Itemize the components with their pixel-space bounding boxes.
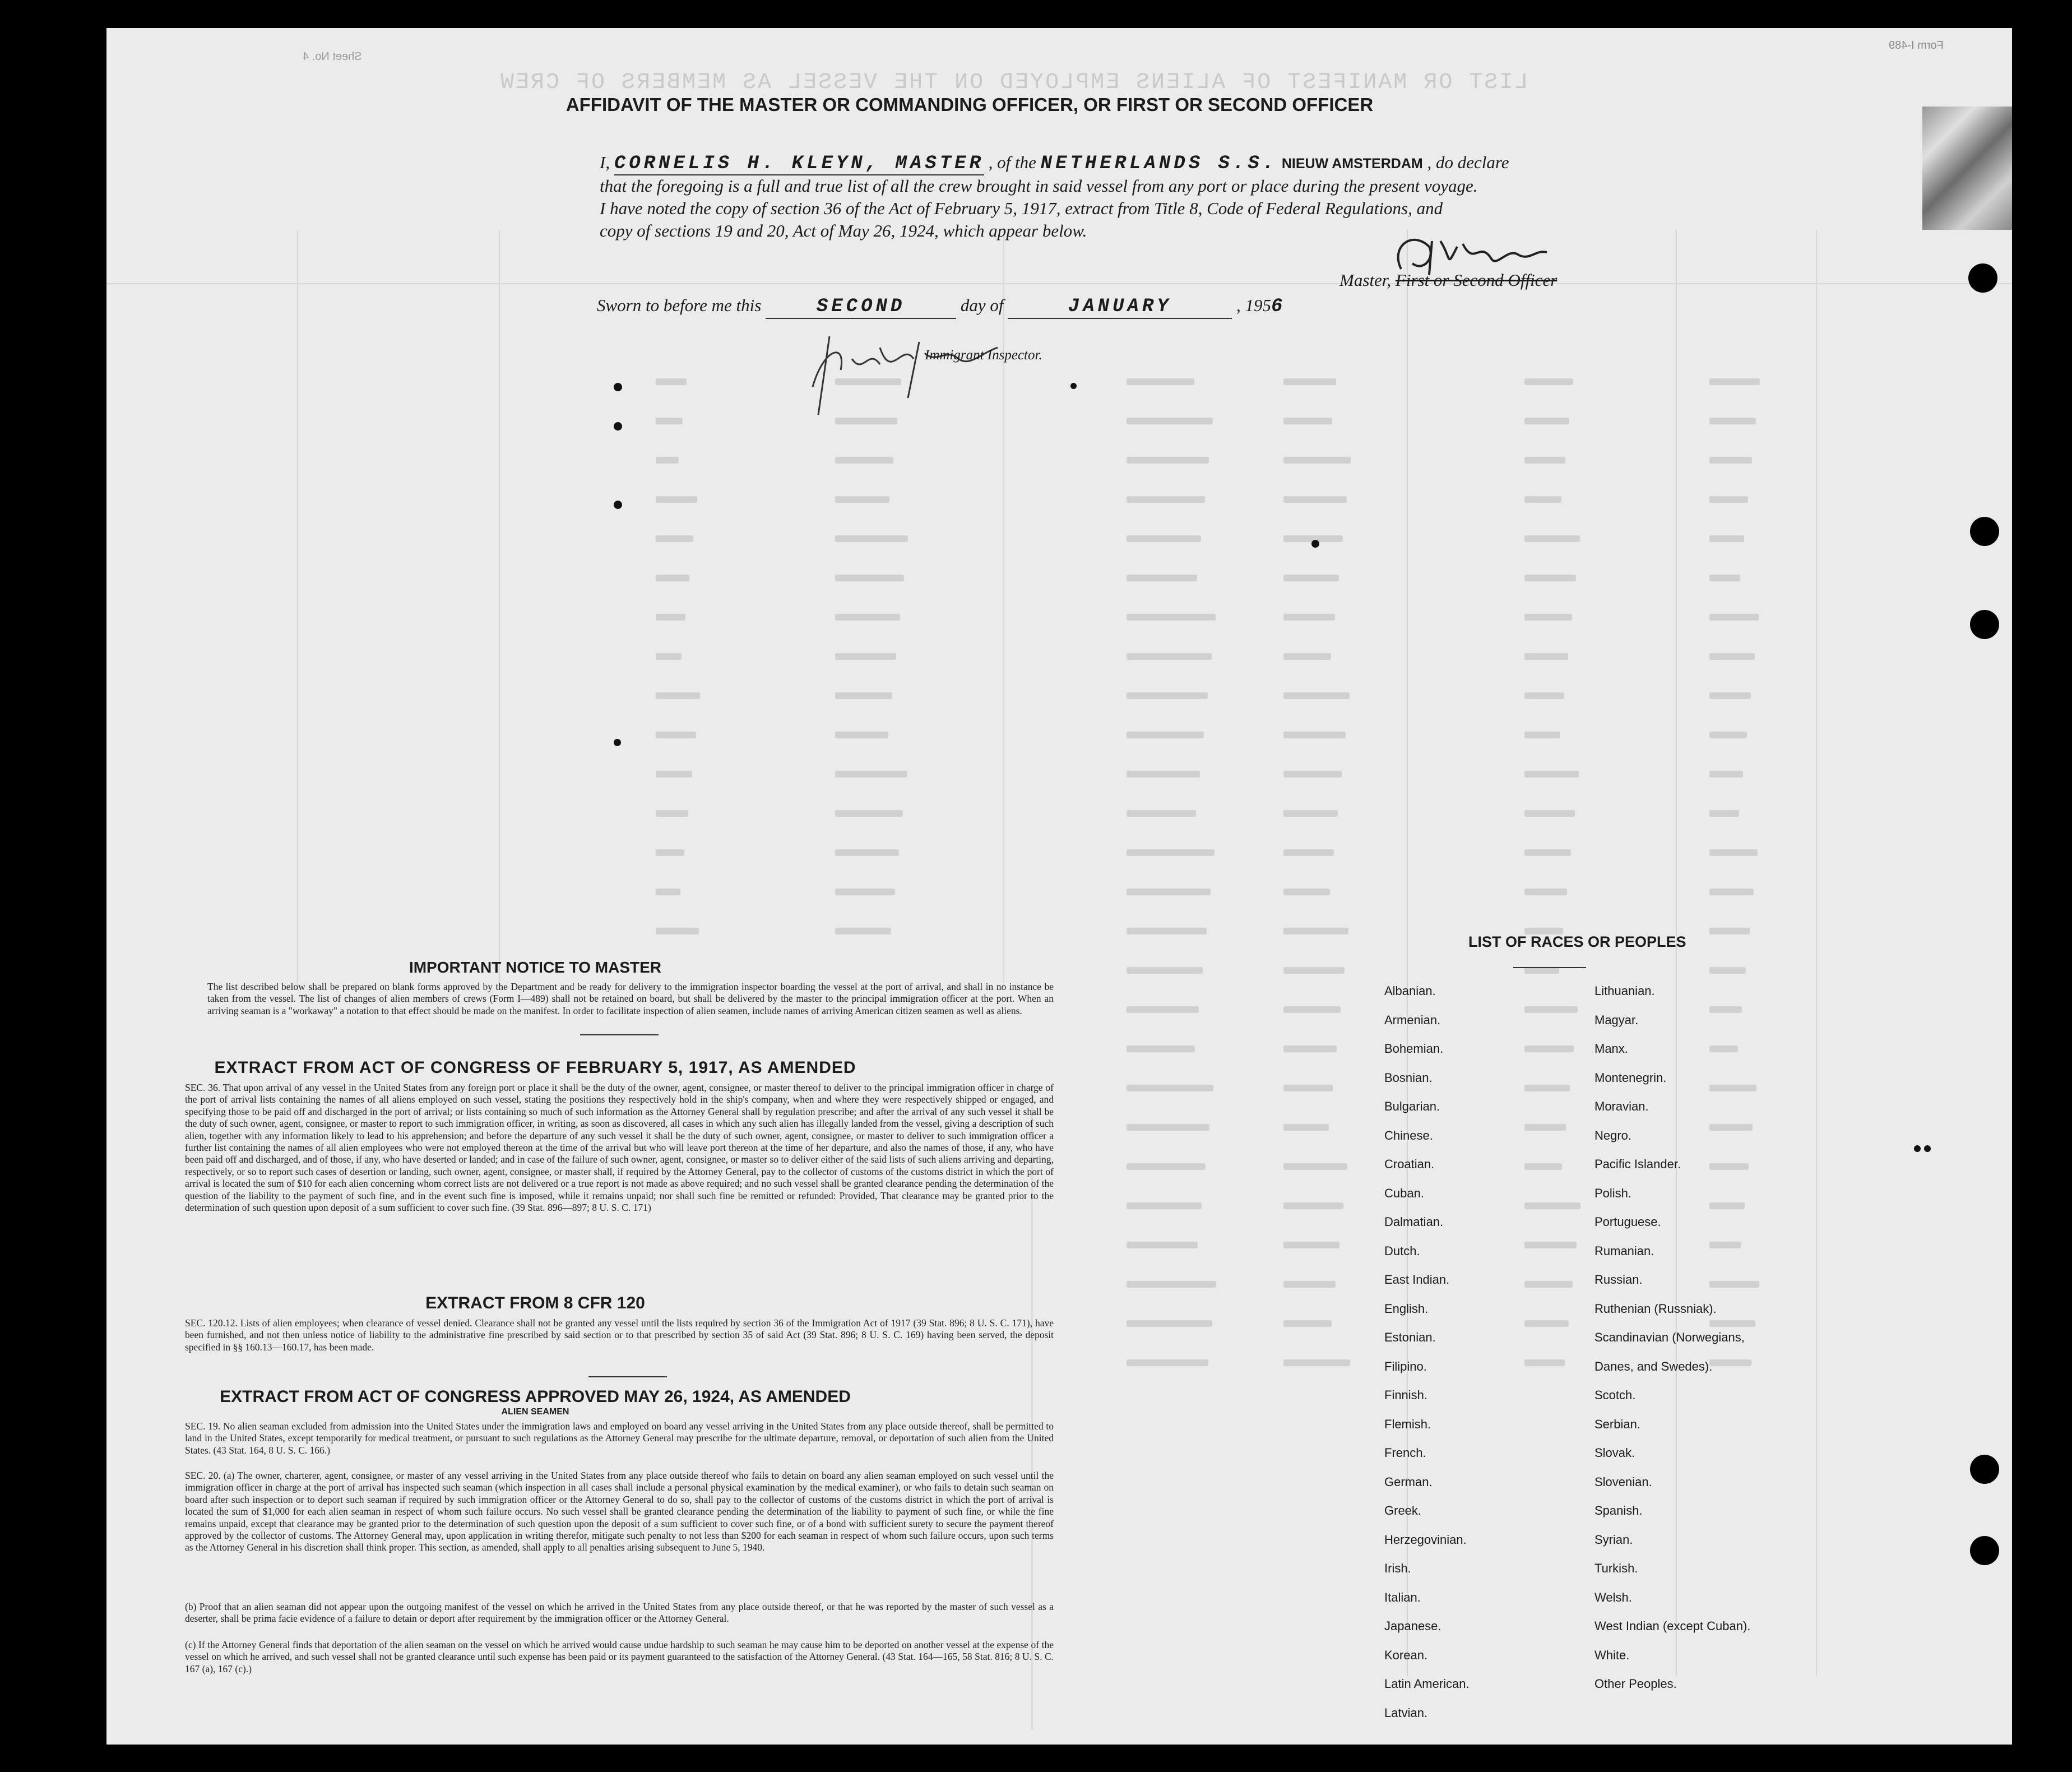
ghost-mark [1524,1085,1570,1091]
ghost-mark [656,653,682,660]
mirrored-form-title: LIST OR MANIFEST OF ALIENS EMPLOYED ON THE VESSEL AS MEMBERS OF CREW [499,70,1528,95]
race-item: Dutch. [1384,1243,1420,1258]
ghost-mark [1709,1163,1749,1170]
ghost-mark [1283,1320,1332,1327]
ghost-rule [1676,230,1677,1676]
race-item: Welsh. [1594,1590,1632,1604]
ghost-mark [1709,614,1759,621]
race-item: Portuguese. [1594,1215,1661,1229]
ink-dot [1914,1145,1921,1152]
ghost-mark [1524,810,1575,817]
ghost-mark [835,653,896,660]
ghost-mark [1127,1163,1206,1170]
ghost-mark [1709,967,1746,974]
ghost-mark [1709,849,1758,856]
race-item: Pacific Islander. [1594,1157,1681,1171]
extract-1924-sec19: SEC. 19. No alien seaman excluded from admission into the United States under the immigration laws and employed on board any vessel arriving in the United States from any place outside thereof, shall be permitted to land in the United States, except temporarily for medical treatment, or pursuant to such regulations as the Attorney General may prescribe for the ultimate departure, removal, or deportation of such alien from the United States. (43 Stat. 164, 8 U. S. C. 166.) [185,1421,1054,1456]
race-item: Latvian. [1384,1705,1428,1720]
ink-dot [614,739,621,746]
ghost-mark [1524,1202,1580,1209]
race-item: Dalmatian. [1384,1215,1444,1229]
punch-hole [1970,1536,1999,1565]
race-item: Croatian. [1384,1157,1435,1171]
ink-dot [614,422,622,431]
affidavit-line1 [600,151,1698,175]
race-item: Polish. [1594,1186,1632,1200]
ghost-mark [656,928,699,934]
ghost-mark [1709,457,1752,464]
ghost-mark [1283,1163,1347,1170]
race-item: West Indian (except Cuban). [1594,1619,1751,1633]
ink-dot [614,501,622,509]
ghost-mark [656,849,684,856]
extract-1924-sec20a: SEC. 20. (a) The owner, charterer, agent, consignee, or master of any vessel arriving in the United States from any place outside thereof who fails to detain on board any alien seaman employed on such vessel until the immigration officer in charge at the port of arrival has inspected such seaman (which inspection in all cases shall include a personal physical examination by the medical examiner), or who fails to detain such seaman on board after such inspection or to deport such seaman if required by such immigration officer or the Attorney General to do so, shall pay to the collector of customs of the customs district in which the port of arrival is located the sum of $1,000 for each alien seaman in respect of whom such failure occurs. No such vessel shall be granted clearance pending the determination of the liability to payment of such fine, or while the fine remains unpaid, except that clearance may be granted prior to the determination of such question upon the deposit of a sum sufficient to cover such fine, or of a bond with sufficient surety to secure the payment thereof approved by the collector of customs. The Attorney General may, upon application in writing therefor, mitigate such penalty to not less than $200 for each seaman in respect of whom such failure occurs, upon such terms as the Attorney General in his discretion shall think proper. This section, as amended, shall apply to all penalties arising subsequent to June 5, 1940. [185,1470,1054,1553]
ghost-mark [1283,1242,1339,1248]
ghost-mark [656,418,683,424]
race-item: English. [1384,1301,1429,1316]
race-item: White. [1594,1648,1630,1662]
affidavit-title: AFFIDAVIT OF THE MASTER OR COMMANDING OFFICER, OR FIRST OR SECOND OFFICER [565,94,1374,115]
vessel-nationality: NETHERLANDS S.S. [1040,153,1278,174]
divider [580,1034,659,1035]
ghost-mark [1127,1124,1209,1131]
race-item: Armenian. [1384,1012,1441,1027]
scan-damage [1922,107,2012,230]
ghost-mark [1524,849,1571,856]
ghost-mark [835,849,899,856]
ghost-mark [1127,575,1197,581]
race-item: Scotch. [1594,1388,1636,1402]
ghost-rule [499,230,500,987]
ghost-mark [1283,1124,1329,1131]
ghost-mark [1524,1281,1573,1288]
ghost-mark [1524,1320,1569,1327]
race-item: Bosnian. [1384,1070,1433,1085]
ghost-mark [1127,1085,1213,1091]
ghost-mark [1709,1202,1745,1209]
ghost-mark [1283,1006,1341,1013]
race-item: Rumanian. [1594,1243,1654,1258]
ghost-mark [1524,732,1560,738]
race-item: East Indian. [1384,1273,1450,1287]
ghost-mark [1709,1281,1759,1288]
ghost-mark [1524,418,1569,424]
ghost-mark [1709,732,1747,738]
extract-1917-body: SEC. 36. That upon arrival of any vessel in the United States from any foreign port or place it shall be the duty of the owner, agent, consignee, or master thereof to deliver to the principal immigration officer in charge of the port of arrival lists containing the names of all aliens employed on such vessel, stating the positions they respectively hold in the ship's company, when and where they were respectively shipped or engaged, and specifying those to be paid off and discharged in the port of arrival; or lists containing so much of such information as the Attorney General shall by regulation prescribe; and after the arrival of any such vessel it shall be the duty of such owner, agent, consignee, or master to report to such immigration officer, in writing, as soon as discovered, all cases in which any such alien has illegally landed from the vessel, giving a description of such alien, together with any information likely to lead to his apprehension; and before the departure of any such vessel it shall be the duty of such owner, agent, consignee, or master to deliver to such immigration officer a further list containing the names of all alien employees who were not employed thereon at the time of the arrival but who will leave port thereon at the time of her departure, and also the names of those, if any, who have been paid off and discharged, and of those, if any, who have deserted or landed; and in case of the failure of such owner, agent, consignee, or master so to deliver either of the said lists of such aliens arriving and departing, respectively, or so to report such cases of desertion or landing, such owner, agent, consignee, or master shall, if required by the Attorney General, pay to the collector of customs of the customs district in which the port of arrival is located the sum of $10 for each alien concerning whom correct lists are not delivered or a true report is not made as above required; and no such vessel shall be granted clearance pending the determination of the question of the liability to the payment of such fine, and in the event such fine is imposed, while it remains unpaid; nor shall such fine be remitted or refunded: Provided, That clearance may be granted prior to the determination of such question upon deposit of a sum sufficient to cover such fine. (39 Stat. 896—897; 8 U. S. C. 171) [185,1082,1054,1214]
race-item: French. [1384,1446,1426,1460]
ghost-mark [835,535,908,542]
ghost-mark [1127,418,1213,424]
ghost-mark [1127,496,1205,503]
race-item: Finnish. [1384,1388,1428,1402]
ghost-mark [1283,418,1332,424]
manifest-sheet [106,28,2012,1745]
ghost-mark [1524,378,1573,385]
ink-dot [1924,1145,1931,1152]
ghost-mark [1127,614,1216,621]
ghost-mark [1127,1320,1212,1327]
ghost-mark [1524,1242,1577,1248]
ghost-mark [656,575,689,581]
ghost-mark [1709,1359,1751,1366]
important-notice-title: IMPORTANT NOTICE TO MASTER [409,959,662,976]
race-item: German. [1384,1474,1433,1489]
ghost-mark [1283,378,1336,385]
ghost-mark [1524,692,1564,699]
sworn-month: JANUARY [1008,295,1232,319]
race-item: Russian. [1594,1273,1643,1287]
race-item: Latin American. [1384,1677,1470,1691]
ghost-mark [1283,849,1334,856]
ghost-mark [1283,967,1345,974]
ghost-mark [1127,1202,1202,1209]
ghost-mark [1709,889,1754,895]
important-notice-body: The list described below shall be prepared on blank forms approved by the Department and be ready for delivery to the immigration inspector boarding the vessel at the port of arrival, and shall in no instance be taken from the vessel. The list of changes of alien members of crews (Form I—489) shall not be retained on board, but shall be delivered by the master to the principal immigration officer at the port. When an arriving seaman is a "workaway" a notation to that effect should be made on the manifest. In order to facilitate inspection of alien seamen, include names of arriving American citizen seamen as well as aliens. [207,981,1054,1016]
ghost-mark [1127,928,1207,934]
ghost-mark [1524,1163,1562,1170]
ghost-mark [1709,1124,1753,1131]
ghost-mark [1709,1242,1741,1248]
affidavit-line3: I have noted the copy of section 36 of the Act of February 5, 1917, extract from Title 8, Code of Federal Regulations, and [600,198,1443,218]
ghost-mark [1283,614,1335,621]
ghost-mark [835,732,888,738]
ghost-mark [1283,810,1338,817]
race-item: Slovenian. [1594,1474,1652,1489]
race-item: Albanian. [1384,984,1436,998]
race-item: Flemish. [1384,1417,1431,1431]
ghost-mark [1127,1006,1199,1013]
ghost-mark [1524,575,1576,581]
ghost-mark [1127,1242,1198,1248]
ghost-mark [656,378,687,385]
race-item: Japanese. [1384,1619,1441,1633]
ghost-mark [1709,692,1751,699]
race-item: Italian. [1384,1590,1421,1604]
ghost-mark [1127,535,1201,542]
punch-hole [1968,263,1997,293]
ghost-mark [835,771,907,778]
race-item: Irish. [1384,1561,1411,1575]
extract-1924-title: EXTRACT FROM ACT OF CONGRESS APPROVED MAY 26, 1924, AS AMENDED [220,1387,851,1406]
ghost-mark [656,810,688,817]
extract-cfr-body: SEC. 120.12. Lists of alien employees; when clearance of vessel denied. Clearance shall not be granted any vessel until the lists required by section 36 of the Immigration Act of 1917 (39 Stat. 896; 8 U. S. C. 171), have been furnished, and not then unless notice of liability to the administrative fine prescribed by said section or to that prescribed by section 35 of said Act (39 Stat. 896; 8 U. S. C. 169) having been served, the deposit specified in §§ 160.13—160.17, has been made. [185,1317,1054,1353]
master-line [1339,269,1557,292]
ghost-mark [1127,1359,1208,1366]
ghost-mark [1524,653,1568,660]
ghost-mark [656,535,693,542]
ghost-mark [1283,928,1348,934]
ghost-mark [656,692,700,699]
ghost-mark [1283,1359,1350,1366]
race-item: Turkish. [1594,1561,1638,1575]
ghost-mark [1709,535,1744,542]
ghost-rule [297,230,298,987]
ink-dot [1070,383,1077,389]
ghost-mark [1283,1281,1336,1288]
race-item: Bohemian. [1384,1042,1444,1056]
extract-1924-sec20c: (c) If the Attorney General finds that deportation of the alien seaman on the vessel on which he arrived would cause undue hardship to such seaman he may cause him to be deported on another vessel at the expense of the vessel on which he arrived, and such vessel shall not be granted clearance until such expense has been paid or its payment guaranteed to the satisfaction of the Attorney General. (43 Stat. 164—165, 58 Stat. 816; 8 U. S. C. 167 (a), 167 (c).) [185,1639,1054,1674]
master-name: CORNELIS H. KLEYN, MASTER [614,153,984,174]
race-item: Ruthenian (Russniak). [1594,1301,1717,1316]
ghost-mark [1127,1281,1216,1288]
race-item: Other Peoples. [1594,1677,1677,1691]
inspector-label: Immigrant Inspector. [925,348,1042,363]
sheet-label: Sheet No. 4 [303,50,362,63]
ghost-mark [1283,771,1342,778]
race-item: Slovak. [1594,1446,1635,1460]
punch-hole [1970,517,1999,546]
ghost-mark [1127,810,1196,817]
ghost-mark [1709,378,1760,385]
race-item: Lithuanian. [1594,984,1655,998]
affidavit-line4: copy of sections 19 and 20, Act of May 26, 1924, which appear below. [600,221,1087,240]
ghost-mark [1127,771,1200,778]
divider [588,1376,667,1377]
ghost-mark [1524,1124,1566,1131]
ghost-mark [835,575,904,581]
ghost-mark [1524,889,1567,895]
race-item: Cuban. [1384,1186,1424,1200]
extract-1917-title: EXTRACT FROM ACT OF CONGRESS OF FEBRUARY 5, 1917, AS AMENDED [214,1058,856,1077]
ghost-mark [1127,1045,1195,1052]
race-item: Bulgarian. [1384,1099,1440,1113]
ghost-mark [1524,1359,1565,1366]
race-item: Manx. [1594,1042,1628,1056]
ghost-mark [1127,967,1203,974]
ghost-mark [1709,496,1748,503]
races-title: LIST OF RACES OR PEOPLES [1468,933,1686,950]
ghost-mark [1283,1045,1337,1052]
race-item: Syrian. [1594,1532,1633,1547]
punch-hole [1970,1455,1999,1484]
ghost-mark [1709,418,1756,424]
ghost-mark [656,889,680,895]
race-item: Danes, and Swedes). [1594,1359,1713,1373]
master-label: Master, [1339,270,1392,290]
ghost-mark [1524,535,1580,542]
ghost-rule [106,283,2012,284]
race-item: Negro. [1594,1128,1632,1142]
ghost-mark [1709,1320,1755,1327]
race-item: Spanish. [1594,1503,1643,1517]
race-item: Montenegrin. [1594,1070,1667,1085]
ghost-mark [656,457,679,464]
race-item: Chinese. [1384,1128,1433,1142]
divider [1513,967,1586,968]
ghost-mark [1127,692,1208,699]
ghost-mark [656,771,692,778]
ghost-mark [1709,810,1739,817]
race-item: Herzegovinian. [1384,1532,1467,1547]
ghost-mark [1127,889,1211,895]
ghost-mark [1283,496,1347,503]
ghost-mark [835,692,892,699]
ghost-mark [1524,1006,1578,1013]
sworn-text: Sworn to before me this [597,295,762,315]
race-item: Magyar. [1594,1012,1639,1027]
ghost-rule [1816,230,1817,1676]
ghost-mark [1127,849,1215,856]
ghost-mark [1283,692,1350,699]
inspector-signature [796,314,1009,426]
ghost-mark [1283,575,1339,581]
ghost-mark [1524,614,1572,621]
ghost-mark [1127,732,1204,738]
ghost-mark [1283,889,1330,895]
sworn-day: SECOND [766,295,956,319]
ghost-mark [835,496,889,503]
race-item: Korean. [1384,1648,1428,1662]
ghost-mark [1709,1006,1742,1013]
race-item: Estonian. [1384,1330,1436,1344]
ghost-mark [835,889,895,895]
ghost-mark [1283,653,1331,660]
ghost-mark [1709,575,1740,581]
race-item: Serbian. [1594,1417,1640,1431]
ghost-mark [656,614,685,621]
ghost-mark [1709,1045,1738,1052]
affidavit-of-the: , of the [988,152,1036,172]
ghost-mark [1127,653,1212,660]
ghost-mark [1709,653,1755,660]
ghost-mark [1283,1202,1343,1209]
race-item: Filipino. [1384,1359,1427,1373]
ghost-mark [1524,496,1561,503]
day-of: day of [960,295,1004,315]
ghost-mark [1709,771,1743,778]
race-item: Scandinavian (Norwegians, [1594,1330,1745,1344]
ghost-mark [1127,457,1209,464]
race-item: Moravian. [1594,1099,1649,1113]
extract-cfr-title: EXTRACT FROM 8 CFR 120 [425,1294,645,1312]
ghost-mark [1524,771,1579,778]
form-number: Form I-489 [1889,39,1944,52]
ink-dot [614,383,622,391]
ghost-mark [1709,1085,1756,1091]
ghost-mark [835,810,903,817]
ghost-mark [1524,457,1565,464]
ghost-mark [1283,457,1351,464]
extract-1924-subtitle: ALIEN SEAMEN [501,1407,569,1417]
vessel-name-stamp: NIEUW AMSTERDAM [1281,156,1423,172]
affidavit-do-declare: , do declare [1427,152,1509,172]
extract-1924-sec20b: (b) Proof that an alien seaman did not appear upon the outgoing manifest of the vessel on which he arrived in the United States from any place outside thereof, or that he was reported by the master of such vessel as a deserter, shall be prima facie evidence of a failure to detain or deport after requirement by the immigration officer or the Attorney General. [185,1601,1054,1625]
ghost-mark [1283,1085,1333,1091]
ghost-mark [1283,732,1346,738]
race-item: Greek. [1384,1503,1422,1517]
sworn-year-suffix: 6 [1271,296,1286,317]
ghost-mark [835,457,893,464]
ghost-mark [835,928,891,934]
ink-dot [1311,540,1319,548]
punch-hole [1970,610,1999,639]
ghost-mark [656,496,697,503]
ghost-mark [1127,378,1194,385]
sworn-year-prefix: , 195 [1236,295,1271,315]
ghost-mark [1524,1045,1574,1052]
ghost-mark [656,732,696,738]
struck-officer-label: First or Second Officer [1395,270,1558,290]
ghost-mark [835,614,900,621]
affidavit-i: I, [600,152,610,172]
ghost-mark [1709,928,1750,934]
affidavit-line2: that the foregoing is a full and true list of all the crew brought in said vessel from any port or place during the present voyage. [600,176,1478,196]
